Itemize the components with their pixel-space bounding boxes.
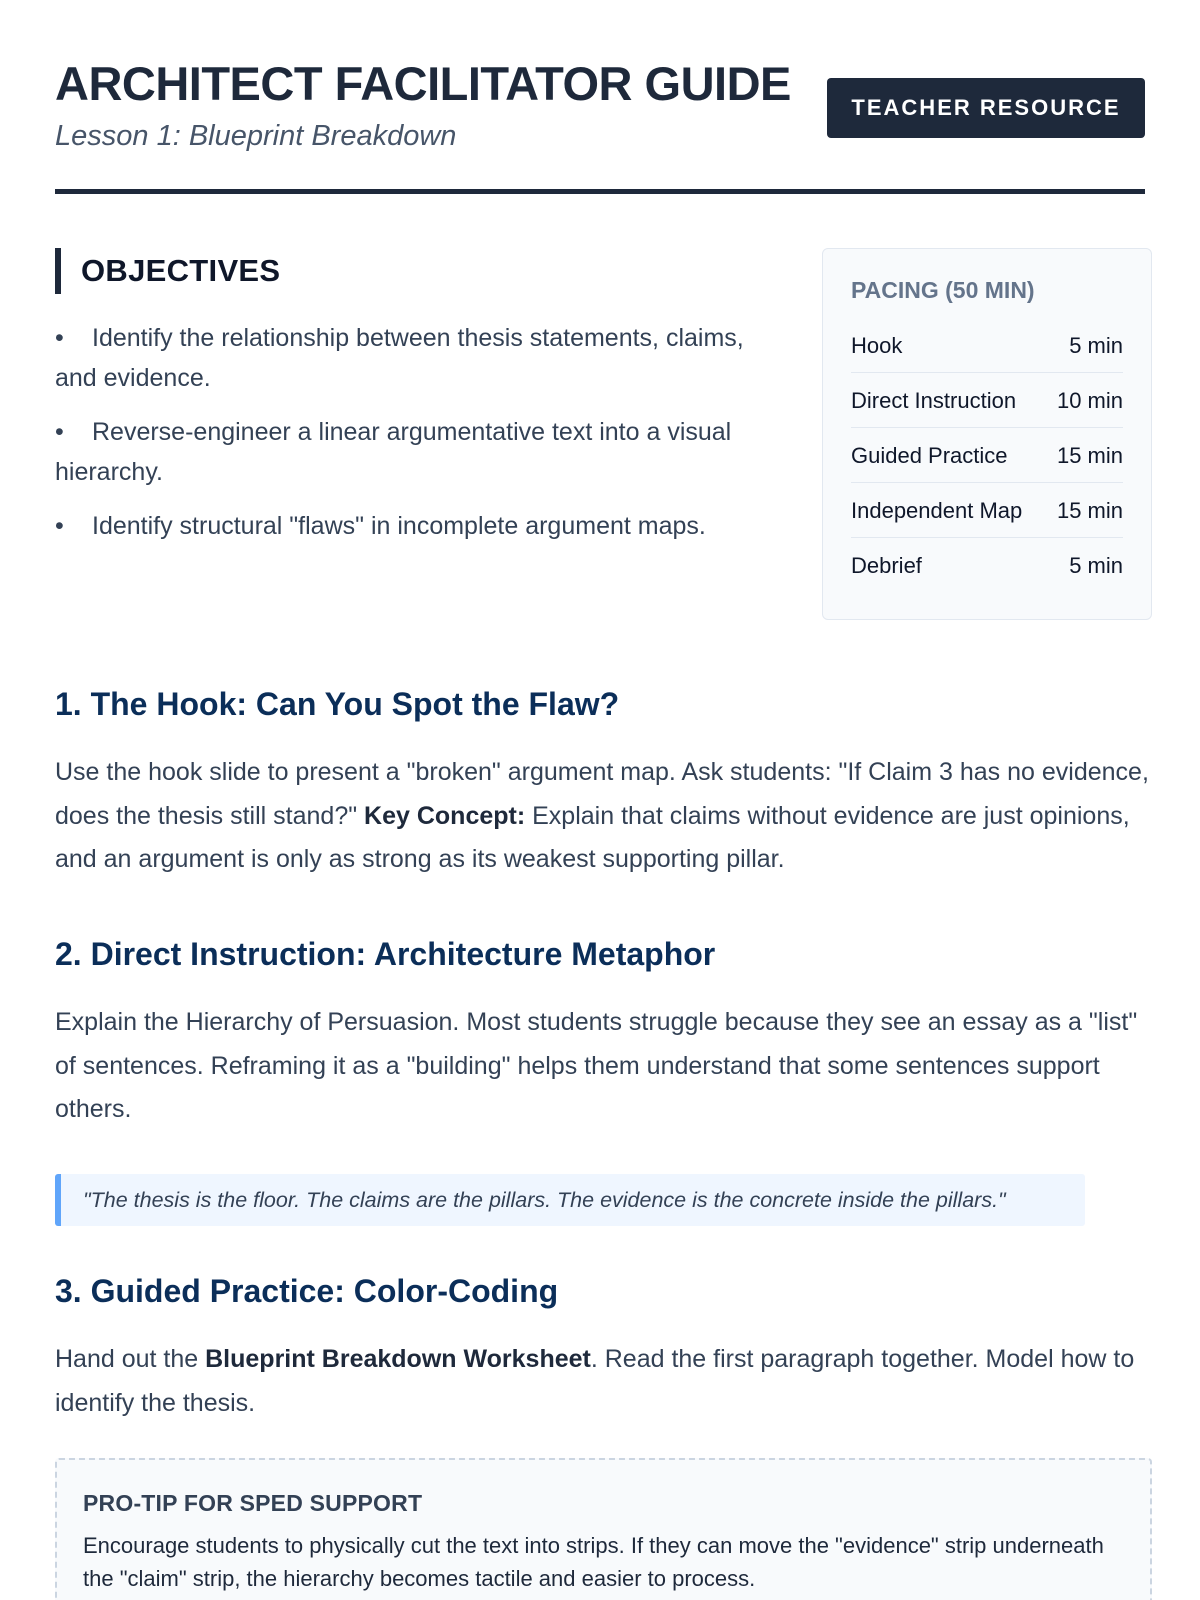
objectives-section (55, 248, 785, 560)
objective-item: • Reverse-engineer a linear argumentative text into a visual hierarchy. (55, 412, 785, 492)
hook-paragraph: Use the hook slide to present a "broken" argument map. Ask students: "If Claim 3 has no evidence, does the thesis still stand?" Key Concept: Explain that claims without evidence are just opinions, and an argument is only as strong as its weakest supporting pillar. (55, 758, 1149, 873)
pro-tip-text: Encourage students to physically cut the text into strips. If they can move the "evidence" strip underneath the "claim" strip, the hierarchy becomes tactile and easier to process. (83, 1533, 1104, 1591)
pacing-row: Hook 5 min (851, 318, 1123, 373)
bullet-icon: • (55, 512, 64, 540)
teacher-resource-badge: TEACHER RESOURCE (827, 78, 1145, 138)
bullet-icon: • (55, 324, 64, 352)
guided-practice-paragraph: Hand out the Blueprint Breakdown Worksheet. Read the first paragraph together. Model how to identify the thesis. (55, 1345, 1135, 1417)
page-header (55, 0, 1145, 194)
page-subtitle: Lesson 1: Blueprint Breakdown (55, 120, 457, 152)
pacing-row: Guided Practice 15 min (851, 428, 1123, 483)
direct-instruction-paragraph: Explain the Hierarchy of Persuasion. Most students struggle because they see an essay as a "list" of sentences. Reframing it as a "building" helps them understand that some sentences support others. (55, 1008, 1138, 1123)
guided-practice-heading: 3. Guided Practice: Color-Coding (55, 1273, 559, 1309)
bullet-icon: • (55, 418, 64, 446)
pacing-row: Independent Map 15 min (851, 483, 1123, 538)
objectives-heading: OBJECTIVES (55, 248, 785, 294)
pacing-card (822, 248, 1152, 620)
pacing-row: Debrief 5 min (851, 553, 1123, 578)
direct-instruction-heading: 2. Direct Instruction: Architecture Metaphor (55, 936, 716, 972)
objective-item: • Identify the relationship between thesis statements, claims, and evidence. (55, 318, 785, 398)
pacing-title: PACING (50 MIN) (851, 277, 1035, 303)
objective-item: • Identify structural "flaws" in incomplete argument maps. (55, 506, 785, 546)
pro-tip-box (55, 1458, 1152, 1600)
objectives-list (55, 318, 785, 546)
page-title: ARCHITECT FACILITATOR GUIDE (55, 57, 791, 110)
metaphor-quote: "The thesis is the floor. The claims are the pillars. The evidence is the concrete inside the pillars." (55, 1174, 1085, 1226)
pacing-row: Direct Instruction 10 min (851, 373, 1123, 428)
pro-tip-title: PRO-TIP FOR SPED SUPPORT (83, 1490, 423, 1516)
hook-heading: 1. The Hook: Can You Spot the Flaw? (55, 686, 620, 722)
